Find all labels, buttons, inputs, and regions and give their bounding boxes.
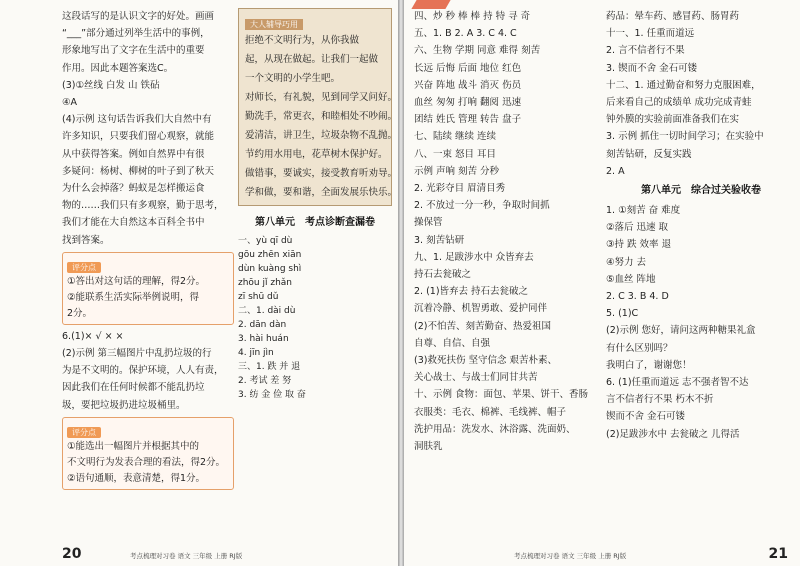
text-line: 3. 锲而不舍 金石可镂 [606, 62, 698, 74]
text-line: dùn kuàng shì [238, 264, 302, 274]
text-line: 爱清洁，讲卫生，垃圾杂物不乱抛。 [245, 130, 398, 141]
text-line: 自尊、自信、自强 [414, 337, 491, 349]
text-line: 学和做，要和谐，全面发展乐快乐。 [245, 187, 398, 198]
text-line: 为是不文明的。保护环境，人人有责， [62, 365, 224, 377]
text-line: ③持 跌 效率 退 [606, 239, 672, 251]
text-line: 二、1. dài dù [238, 306, 296, 316]
text-line: 4. jīn jìn [238, 348, 274, 358]
text-line: 找到答案。 [62, 234, 110, 246]
text-line: 药品：晕车药、感冒药、肠胃药 [606, 11, 740, 22]
text-line: 物的……我们只有多观察，勤于思考， [62, 200, 224, 212]
text-line: 十二、1. 通过勤奋和努力克服困难， [606, 79, 761, 91]
text-line: ⑤血丝 阵地 [606, 273, 656, 285]
text-line: 操保管 [414, 217, 443, 229]
text-line: 四、炒 秒 棒 棒 持 特 寻 奇 [414, 11, 531, 22]
page-number: 21 [768, 546, 788, 562]
text-line: 这段话写的是认识文字的好处。画画 [62, 11, 215, 22]
text-line: 因此我们在任何时候都不能乱扔垃 [62, 382, 205, 394]
text-line: 6. (1)任重而道远 志不强者智不达 [606, 377, 749, 389]
tip-title: 评分点 [67, 427, 101, 438]
text-line: 做错事，要诚实，接受教育听劝导。 [245, 168, 398, 179]
scoring-tip [62, 252, 234, 325]
text-line: 我们才能在大自然这本百科全书中 [62, 217, 205, 229]
text-line: 洞肤乳 [414, 441, 443, 453]
text-line: zhōu jǐ zhǎn [238, 278, 293, 288]
box-title: 大人辅导巧用 [245, 19, 303, 30]
text-line: 洗护用品：洗发水、沐浴露、洗面奶、 [414, 423, 576, 435]
text-line: ②语句通顺，表意清楚，得1分。 [67, 472, 206, 484]
text-line: 2. A [606, 165, 625, 177]
text-line: 后来看自己的成绩单 成功完成青蛙 [606, 97, 752, 109]
text-line: 节约用水用电，花草树木保护好。 [245, 149, 388, 160]
text-line: 圾，要把垃圾扔进垃圾桶里。 [62, 399, 186, 411]
text-line: “___”部分通过列举生活中的事例， [62, 28, 210, 40]
text-line: 勤洗手，常更衣，和睦相处不吵闹。 [245, 111, 398, 122]
text-line: 我明白了，谢谢您！ [606, 359, 692, 371]
text-line: (2)足跋涉水中 去瓮破之 儿得活 [606, 428, 740, 440]
text-line: 一、yù qī dù [238, 236, 293, 246]
text-line: 2. 考试 差 努 [238, 376, 292, 386]
text-line: 衣服类：毛衣、棉裤、毛线裤、帽子 [414, 406, 567, 418]
text-line: 八、一束 怒目 耳目 [414, 148, 497, 160]
text-line: 拒绝不文明行为，从你我做 [245, 35, 360, 46]
text-line: 示例 声响 刻苦 分秒 [414, 165, 500, 177]
text-line: 6.(1)× √ × × [62, 330, 124, 342]
text-line: 形象地写出了文字在生活中的重要 [62, 45, 205, 57]
text-line: ①能选出一幅图片并根据其中的 [67, 440, 200, 452]
text-line: 不文明行为发表合理的看法，得2分。 [67, 456, 226, 468]
page-number: 20 [62, 546, 82, 562]
unit-title: 第八单元 考点诊断查漏卷 [255, 217, 375, 228]
text-line: 十一、1. 任重而道远 [606, 28, 695, 40]
text-line: (2)示例 您好，请问这两种糖果礼盒 [606, 325, 756, 337]
text-line: ②能联系生活实际举例说明，得 [67, 291, 200, 303]
text-line: 3. 纺 金 俭 取 奋 [238, 390, 306, 400]
text-line: 兴奋 阵地 战斗 消灭 伤员 [414, 79, 522, 91]
text-line: 言不信者行不果 朽木不折 [606, 394, 714, 406]
text-line: 多疑问：杨树、柳树的叶子到了秋天 [62, 165, 215, 177]
text-line: 十、示例 食物：面包、苹果、饼干、香肠 [414, 389, 589, 401]
text-line: 对师长，有礼貌，见到同学又问好。 [245, 92, 398, 103]
text-line: (3)①丝线 白发 山 铁砧 [62, 79, 160, 91]
parent-guidance-box [238, 8, 398, 206]
text-line: 持石去瓮破之 [414, 269, 472, 281]
text-line: 锲而不舍 金石可镂 [606, 411, 686, 423]
text-line: 2. 光彩夺目 眉清目秀 [414, 183, 506, 195]
text-line: gōu zhēn xiān [238, 250, 302, 260]
text-line: 起，从现在做起。让我们一起做 [245, 54, 379, 65]
text-line: 2. 不放过一分一秒，争取时间抓 [414, 200, 550, 212]
text-line: 5. (1)C [606, 308, 639, 320]
text-line: ①答出对这句话的理解，得2分。 [67, 275, 206, 287]
text-line: 从中获得答案。例如自然界中有很 [62, 148, 205, 160]
text-line: 有什么区别吗？ [606, 342, 673, 354]
scoring-tip [62, 417, 234, 490]
text-line: 关心战士、与战士们同甘共苦 [414, 372, 538, 384]
text-line: 血丝 匆匆 打响 翻阅 迅速 [414, 97, 522, 109]
text-line: 2分。 [67, 307, 93, 319]
text-line: 刻苦钻研，反复实践 [606, 148, 692, 160]
text-line: ④努力 去 [606, 256, 647, 268]
left-page [0, 0, 398, 566]
text-line: 3. 刻苦钻研 [414, 234, 465, 246]
text-line: 许多知识，只要我们留心观察，就能 [62, 131, 215, 143]
text-line: 3. hài huán [238, 334, 289, 344]
text-line: 六、生物 学期 同意 难得 刻苦 [414, 45, 541, 57]
right-page [404, 0, 800, 566]
text-line: zī shū dǔ [238, 292, 279, 302]
text-line: (2)示例 第三幅图片中乱扔垃圾的行 [62, 348, 212, 360]
page-footer: 考点梳理对习卷 语文 三年级 上册 RJ版 [130, 552, 243, 560]
text-line: 沉着冷静、机智勇敢、爱护同伴 [414, 303, 548, 315]
text-line: (4)示例 这句话告诉我们大自然中有 [62, 114, 212, 126]
text-line: (2)不怕苦、刻苦勤奋、热爱祖国 [414, 320, 551, 332]
text-line: 2. (1)皆弃去 持石去瓮破之 [414, 286, 529, 298]
left-column [62, 8, 234, 493]
text-line: 五、1. B 2. A 3. C 4. C [414, 28, 517, 40]
text-line: 团结 姓氏 管理 转告 盘子 [414, 114, 522, 126]
text-line: (3)救死扶伤 坚守信念 艰苦朴素、 [414, 355, 557, 367]
page-footer: 考点梳理对习卷 语文 三年级 上册 RJ版 [514, 552, 627, 560]
tip-title: 评分点 [67, 262, 101, 273]
text-line: 钟外膜的实验前面准备我们在实 [606, 114, 740, 126]
text-line: 一个文明的小学生吧。 [245, 73, 341, 84]
right-column [238, 8, 398, 402]
text-line: 三、1. 跌 并 退 [238, 362, 301, 372]
unit-title: 第八单元 综合过关验收卷 [641, 185, 761, 197]
text-line: 2. C 3. B 4. D [606, 291, 669, 303]
text-line: 作用。因此本题答案选C。 [62, 62, 174, 74]
text-line: ④A [62, 97, 78, 109]
right-column [606, 8, 796, 443]
text-line: 2. 言不信者行不果 [606, 45, 685, 57]
text-line: 七、陆续 继续 连续 [414, 131, 497, 143]
text-line: 为什么会掉落？蚂蚁是怎样搬运食 [62, 183, 205, 195]
text-line: 九、1. 足跋涉水中 众皆弃去 [414, 251, 534, 263]
text-line: 3. 示例 抓住一切时间学习；在实验中 [606, 131, 764, 143]
text-line: 长远 后悔 后面 地位 红色 [414, 62, 522, 74]
text-line: ②落后 迅速 取 [606, 222, 669, 234]
text-line: 2. dān dàn [238, 320, 287, 330]
text-line: 1. ①刻苦 奋 难度 [606, 205, 681, 217]
left-column [414, 8, 604, 455]
